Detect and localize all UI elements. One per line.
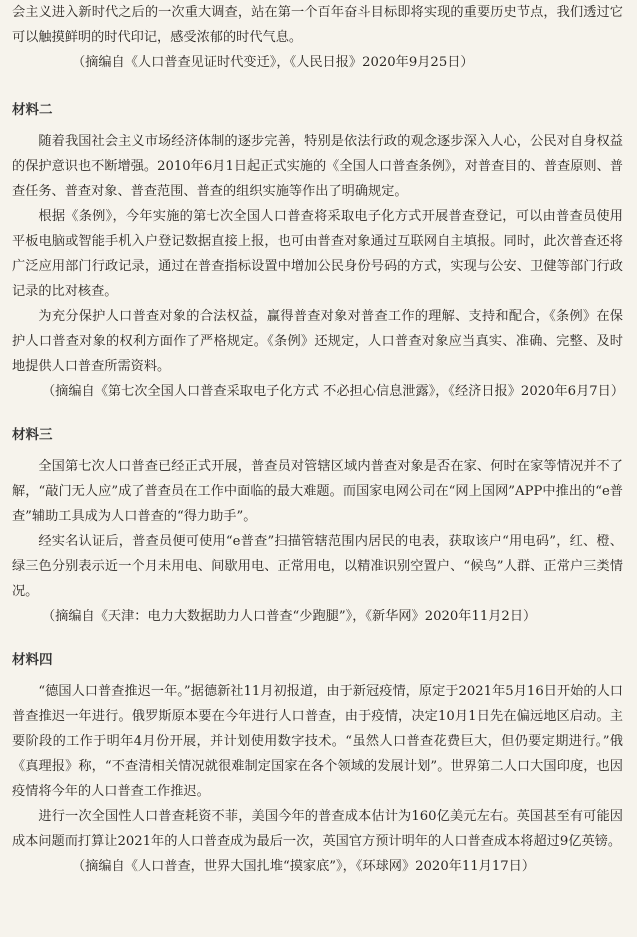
- material-4-paragraph-1: “德国人口普查推迟一年。”据德新社11月初报道，由于新冠疫情，原定于2021年5月16日开始的人口普查推迟一年进行。俄罗斯原本要在今年进行人口普查，由于疫情，决定10月1日先在偏远地区启动。主要阶段的工作于明年4月份开展，并计划使用数字技术。“虽然人口普查花费巨大，但仍要定期进行。”俄《真理报》称，“不查清相关情况就很难制定国家在各个领域的发展计划”。世界第二人口大国印度，也因疫情将今年的人口普查工作推迟。: [12, 684, 623, 799]
- material-3-heading: 材料三: [12, 427, 53, 443]
- material-3-paragraph-2: 经实名认证后，普查员便可使用“e普查”扫描管辖范围内居民的电表，获取该户“用电码”，红、橙、绿三色分别表示近一个月未用电、间歇用电、正常用电，以精准识别空置户、“候鸟”人群、正常户三类情况。: [12, 534, 623, 599]
- material-4-paragraph-2: 进行一次全国性人口普查耗资不菲，美国今年的普查成本估计为160亿美元左右。英国甚至有可能因成本问题而打算让2021年的人口普查成为最后一次，英国官方预计明年的人口普查成本将超过9亿英镑。: [12, 809, 623, 849]
- material-2-heading: 材料二: [12, 102, 53, 118]
- material-2-paragraph-1: 随着我国社会主义市场经济体制的逐步完善，特别是依法行政的观念逐步深入人心，公民对自身权益的保护意识也不断增强。2010年6月1日起正式实施的《全国人口普查条例》，对普查目的、普查原则、普查任务、普查对象、普查范围、普查的组织实施等作出了明确规定。: [12, 134, 623, 199]
- material-4-heading: 材料四: [12, 652, 53, 668]
- material-3-source: （摘编自《天津：电力大数据助力人口普查“少跑腿”》，《新华网》2020年11月2日）: [42, 609, 537, 624]
- material-3-paragraph-1: 全国第七次人口普查已经正式开展，普查员对管辖区域内普查对象是否在家、何时在家等情况并不了解，“敲门无人应”成了普查员在工作中面临的最大难题。而国家电网公司在“网上国网”APP中推出的“e普查”辅助工具成为人口普查的“得力助手”。: [12, 459, 623, 524]
- material-2-source: （摘编自《第七次全国人口普查采取电子化方式 不必担心信息泄露》，《经济日报》2020年6月7日）: [42, 384, 625, 399]
- intro-source: （摘编自《人口普查见证时代变迁》，《人民日报》2020年9月25日）: [72, 55, 474, 70]
- material-2-paragraph-3: 为充分保护人口普查对象的合法权益，赢得普查对象对普查工作的理解、支持和配合，《条例》在保护人口普查对象的权利方面作了严格规定。《条例》还规定，人口普查对象应当真实、准确、完整、及时地提供人口普查所需资料。: [12, 309, 623, 374]
- material-4-source: （摘编自《人口普查，世界大国扎堆“摸家底”》，《环球网》2020年11月17日）: [72, 859, 536, 874]
- material-2-paragraph-2: 根据《条例》，今年实施的第七次全国人口普查将采取电子化方式开展普查登记，可以由普查员使用平板电脑或智能手机入户登记数据直接上报，也可由普查对象通过互联网自主填报。同时，此次普查还将广泛应用部门行政记录，通过在普查指标设置中增加公民身份号码的方式，实现与公安、卫健等部门行政记录的比对核查。: [12, 209, 623, 299]
- intro-paragraph: 会主义进入新时代之后的一次重大调查，站在第一个百年奋斗目标即将实现的重要历史节点，我们透过它可以触摸鲜明的时代印记，感受浓郁的时代气息。: [12, 5, 623, 45]
